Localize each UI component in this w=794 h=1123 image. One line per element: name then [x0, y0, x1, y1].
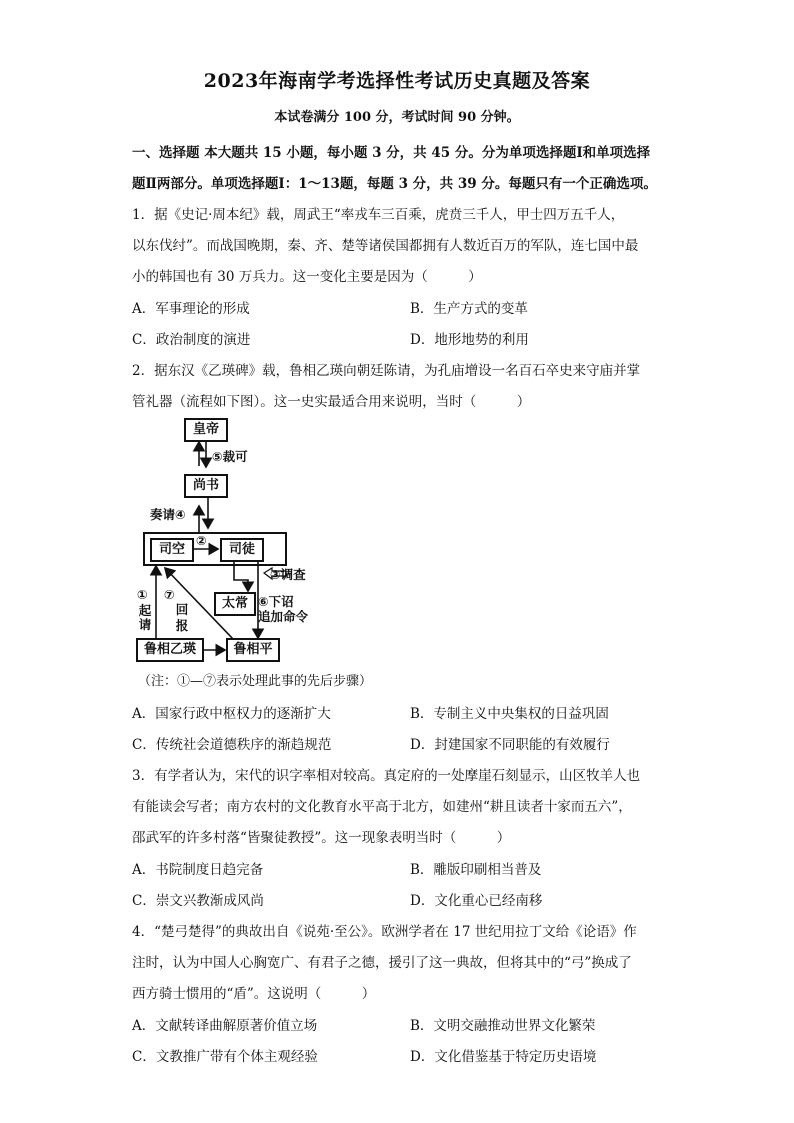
q3-stem-line-2: 有能读会写者；南方农村的文化教育水平高于北方，如建州“耕且读者十家而五六”， — [132, 799, 632, 815]
q2-stem-line-2: 管礼器（流程如下图）。这一史实最适合用来说明，当时（ ） — [132, 394, 531, 410]
box-luxiang-ping: 鲁相平 — [226, 638, 280, 662]
q4-stem-line-3: 西方骑士惯用的“盾”。这说明（ ） — [132, 986, 376, 1002]
label-step6-line2: 追加命令 — [258, 609, 309, 624]
q4-stem-line-1: 4．“楚弓楚得”的典故出自《说苑·至公》。欧洲学者在 17 世纪用拉丁文给《论语》作 — [132, 924, 637, 940]
q2-option-b: B．专制主义中央集权的日益巩固 — [410, 706, 609, 722]
page-title: 2023年海南学考选择性考试历史真题及答案 — [203, 70, 591, 92]
q4-option-a: A．文献转译曲解原著价值立场 — [132, 1018, 318, 1034]
label-step7-number: ⑦ — [164, 587, 175, 602]
q3-option-d: D．文化重心已经南移 — [410, 893, 543, 909]
box-sikong: 司空 — [150, 538, 194, 562]
q3-option-c: C．崇文兴教渐成风尚 — [132, 893, 264, 909]
q4-option-b: B．文明交融推动世界文化繁荣 — [410, 1018, 596, 1034]
q2-option-c: C．传统社会道德秩序的渐趋规范 — [132, 737, 332, 753]
q1-option-a: A．军事理论的形成 — [132, 301, 250, 317]
flow-diagram — [130, 412, 350, 662]
label-step6-line1: ⑥下诏 — [258, 594, 294, 609]
box-shangshu: 尚书 — [184, 474, 228, 498]
q1-stem-line-2: 以东伐纣”。而战国晚期，秦、齐、楚等诸侯国都拥有人数近百万的军队，连七国中最 — [132, 238, 639, 254]
q2-stem-line-1: 2．据东汉《乙瑛碑》载，鲁相乙瑛向朝廷陈请，为孔庙增设一名百石卒史来守庙并掌 — [132, 363, 641, 379]
q3-option-a: A．书院制度日趋完备 — [132, 862, 264, 878]
q1-option-b: B．生产方式的变革 — [410, 301, 528, 317]
label-step5: ⑤裁可 — [212, 449, 248, 464]
label-step3: ③调查 — [270, 567, 306, 582]
diagram-note: （注：①—⑦表示处理此事的先后步骤） — [138, 674, 373, 689]
q4-stem-line-2: 注时，认为中国人心胸宽广、有君子之德，援引了这一典故，但将其中的“弓”换成了 — [132, 955, 632, 971]
q1-stem-line-1: 1．据《史记·周本纪》载，周武王“率戎车三百乘，虎贲三千人，甲士四万五千人， — [132, 207, 625, 223]
label-step1-number: ① — [137, 587, 148, 602]
section-heading-line-2: 题Ⅱ两部分。单项选择题Ⅰ：1～13题，每题 3 分，共 39 分。每题只有一个正确选项。 — [132, 176, 657, 192]
box-luxiang-yiying: 鲁相乙瑛 — [136, 638, 204, 662]
section-heading-line-1: 一、选择题 本大题共 15 小题，每小题 3 分，共 45 分。分为单项选择题Ⅰ和单项选择 — [132, 145, 651, 161]
label-step4: 奏请④ — [150, 507, 186, 522]
q4-option-d: D．文化借鉴基于特定历史语境 — [410, 1049, 597, 1065]
box-situ: 司徒 — [220, 538, 264, 562]
q3-stem-line-3: 邵武军的许多村落“皆聚徒教授”。这一现象表明当时（ ） — [132, 830, 511, 846]
q2-option-a: A．国家行政中枢权力的逐渐扩大 — [132, 706, 331, 722]
q1-stem-line-3: 小的韩国也有 30 万兵力。这一变化主要是因为（ ） — [132, 269, 482, 285]
q4-option-c: C．文教推广带有个体主观经验 — [132, 1049, 318, 1065]
q3-stem-line-1: 3．有学者认为，宋代的识字率相对较高。真定府的一处摩崖石刻显示，山区牧羊人也 — [132, 768, 641, 784]
q2-option-d: D．封建国家不同职能的有效履行 — [410, 737, 610, 753]
q1-option-c: C．政治制度的演进 — [132, 332, 251, 348]
label-step1-text: 起请 — [138, 603, 152, 632]
label-step2: ② — [196, 533, 207, 548]
label-step7-text: 回报 — [175, 602, 189, 633]
exam-info: 本试卷满分 100 分，考试时间 90 分钟。 — [274, 110, 520, 125]
box-taichang: 太常 — [214, 592, 256, 616]
box-emperor: 皇帝 — [184, 418, 228, 442]
q3-option-b: B．雕版印刷相当普及 — [410, 862, 542, 878]
q1-option-d: D．地形地势的利用 — [410, 332, 529, 348]
